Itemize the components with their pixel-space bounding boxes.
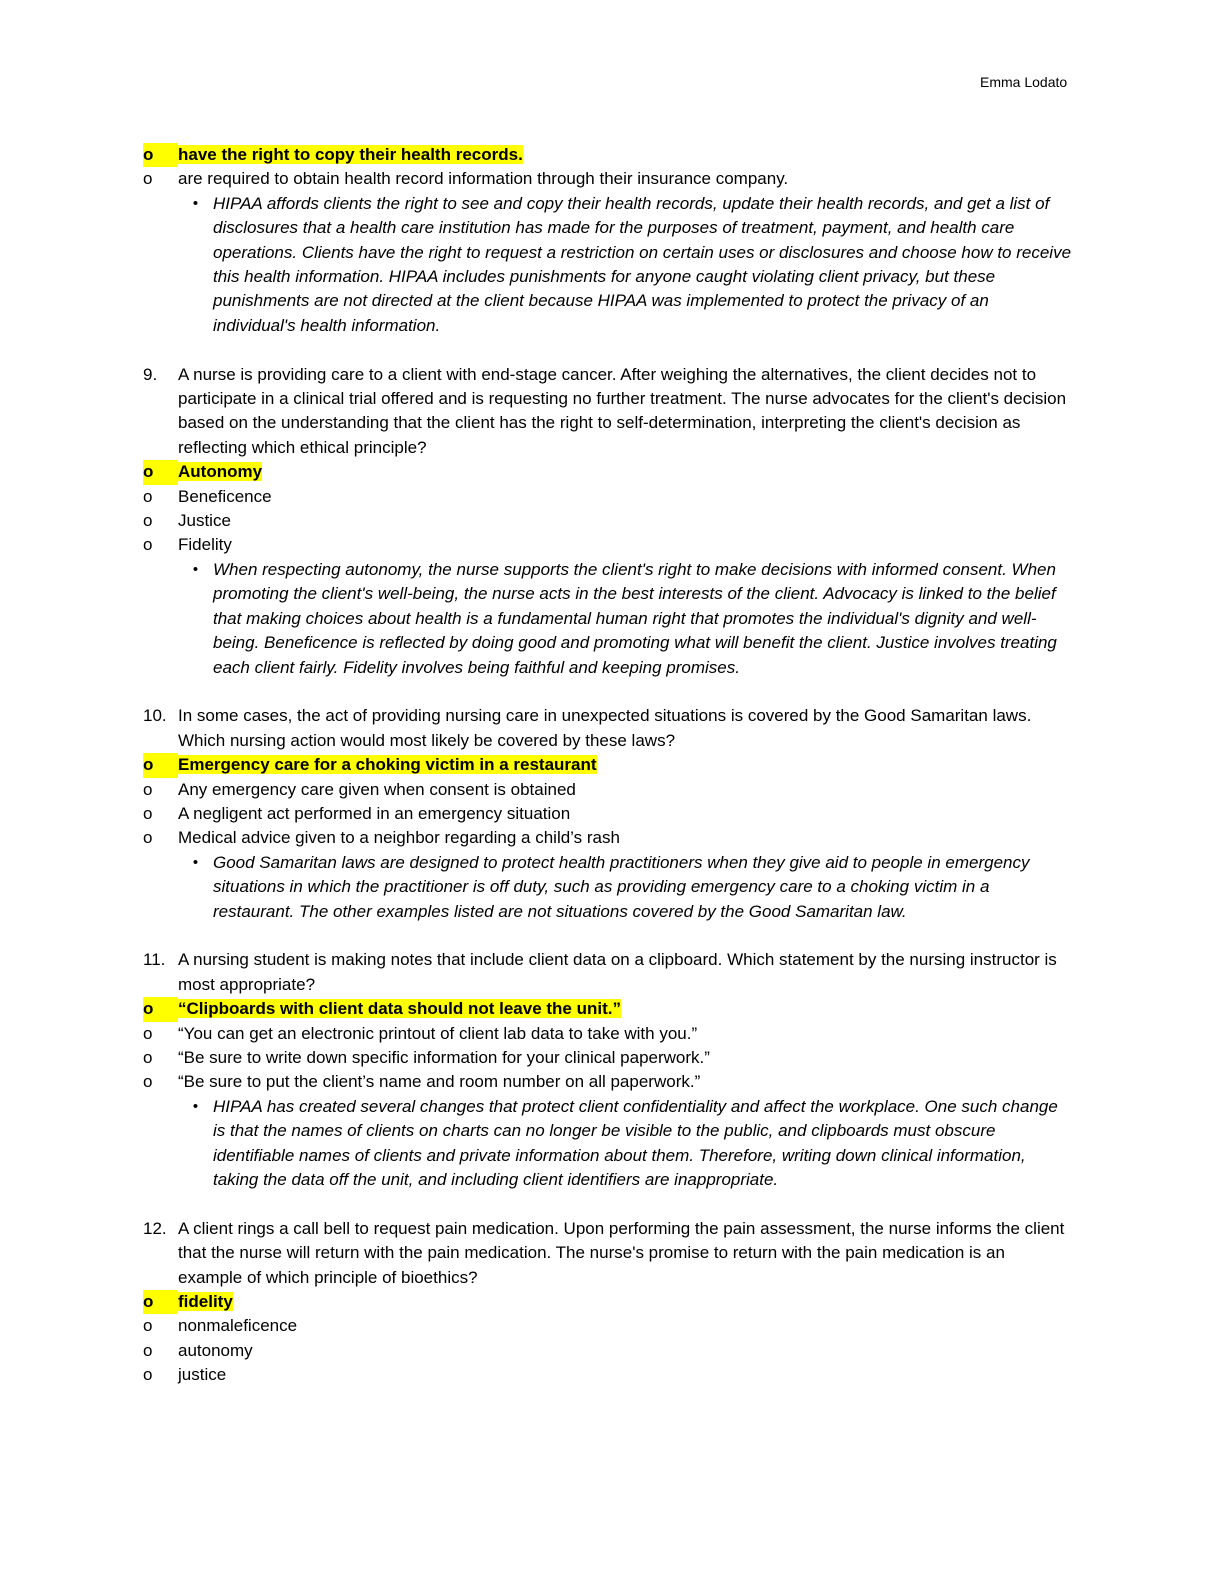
rationale-text: Good Samaritan laws are designed to protect health practitioners when they give aid to people in emergency situations in which the practitioner is off duty, such as providing emergency care to a choking victim in a restaurant. The other examples listed are not situations covered by the Good Samaritan law. bbox=[213, 852, 1030, 921]
question-text: In some cases, the act of providing nursing care in unexpected situations is covered by the Good Samaritan laws. Which nursing action would most likely be covered by these laws? bbox=[178, 706, 1032, 750]
option bbox=[143, 1314, 1073, 1338]
option-marker: o bbox=[143, 803, 153, 823]
option-text: fidelity bbox=[178, 1292, 233, 1312]
option bbox=[143, 802, 1073, 826]
page-header-author: Emma Lodato bbox=[980, 74, 1068, 90]
rationale bbox=[143, 192, 1073, 338]
option-marker: o bbox=[143, 1072, 153, 1092]
option-marker: o bbox=[143, 511, 153, 531]
option bbox=[143, 1022, 1073, 1046]
option-correct bbox=[143, 753, 1073, 777]
question-stem bbox=[143, 363, 1073, 461]
option-text: “Clipboards with client data should not leave the unit.” bbox=[178, 999, 621, 1019]
option bbox=[143, 1070, 1073, 1094]
question-stem bbox=[143, 1217, 1073, 1290]
option-text: Fidelity bbox=[178, 535, 232, 555]
question-number: 12. bbox=[143, 1218, 167, 1238]
option-correct bbox=[143, 997, 1073, 1021]
option-text: “Be sure to put the client’s name and room number on all paperwork.” bbox=[178, 1072, 701, 1092]
option-text: “Be sure to write down specific information for your clinical paperwork.” bbox=[178, 1047, 710, 1067]
bullet-icon: • bbox=[192, 853, 199, 871]
option bbox=[143, 509, 1073, 533]
bullet-icon: • bbox=[192, 560, 199, 578]
option-text: Medical advice given to a neighbor regarding a child’s rash bbox=[178, 828, 620, 848]
option-marker: o bbox=[143, 1365, 153, 1385]
option-marker: o bbox=[143, 460, 178, 484]
option-marker: o bbox=[143, 1023, 153, 1043]
bullet-icon: • bbox=[192, 194, 199, 212]
option bbox=[143, 1046, 1073, 1070]
rationale-text: HIPAA affords clients the right to see and copy their health records, update their health records, and get a list of disclosures that a health care institution has made for the purposes of treatment, payment, and health care operations. Clients have the right to request a restriction on certain uses or disclosures and choose how to receive this health information. HIPAA includes punishments for anyone caught violating client privacy, but these punishments are not directed at the client because HIPAA was implemented to protect the privacy of an individual's health information. bbox=[213, 193, 1072, 335]
option-text: Justice bbox=[178, 511, 231, 531]
rationale bbox=[143, 851, 1073, 924]
question-number: 11. bbox=[143, 950, 166, 970]
question-8-continuation bbox=[143, 143, 1073, 338]
question-number: 10. bbox=[143, 706, 167, 726]
option-text: Any emergency care given when consent is obtained bbox=[178, 779, 576, 799]
option-correct bbox=[143, 460, 1073, 484]
option-text: Beneficence bbox=[178, 486, 272, 506]
question-9 bbox=[143, 363, 1073, 680]
option-text: “You can get an electronic printout of client lab data to take with you.” bbox=[178, 1023, 698, 1043]
option-marker: o bbox=[143, 169, 153, 189]
option bbox=[143, 167, 1073, 191]
option-marker: o bbox=[143, 486, 153, 506]
rationale bbox=[143, 558, 1073, 680]
option-marker: o bbox=[143, 535, 153, 555]
option-marker: o bbox=[143, 143, 178, 167]
option-marker: o bbox=[143, 828, 153, 848]
option-marker: o bbox=[143, 1047, 153, 1067]
rationale-text: When respecting autonomy, the nurse supports the client's right to make decisions with informed consent. When promoting the client's well-being, the nurse acts in the best interests of the client. Advocacy is linked to the belief that making choices about health is a fundamental human right that promotes the individual's dignity and well-being. Beneficence is reflected by doing good and promoting what will benefit the client. Justice involves treating each client fairly. Fidelity involves being faithful and keeping promises. bbox=[213, 559, 1057, 677]
option-text: A negligent act performed in an emergency situation bbox=[178, 803, 571, 823]
option-marker: o bbox=[143, 779, 153, 799]
option-marker: o bbox=[143, 1340, 153, 1360]
question-text: A nursing student is making notes that include client data on a clipboard. Which statement by the nursing instructor is most appropriate? bbox=[178, 950, 1057, 994]
option-text: are required to obtain health record information through their insurance company. bbox=[178, 169, 789, 189]
question-10 bbox=[143, 704, 1073, 924]
bullet-icon: • bbox=[192, 1097, 199, 1115]
option bbox=[143, 826, 1073, 850]
question-text: A nurse is providing care to a client with end-stage cancer. After weighing the alternatives, the client decides not to participate in a clinical trial offered and is requesting no further treatment. The nurse advocates for the client's decision based on the understanding that the client has the right to self-determination, interpreting the client's decision as reflecting which ethical principle? bbox=[178, 364, 1067, 457]
question-stem bbox=[143, 948, 1073, 997]
option-text: Autonomy bbox=[178, 462, 263, 482]
option-marker: o bbox=[143, 1290, 178, 1314]
option-text: nonmaleficence bbox=[178, 1316, 298, 1336]
question-text: A client rings a call bell to request pain medication. Upon performing the pain assessment, the nurse informs the client that the nurse will return with the pain medication. The nurse's promise to return with the pain medication is an example of which principle of bioethics? bbox=[178, 1218, 1065, 1287]
rationale-text: HIPAA has created several changes that protect client confidentiality and affect the workplace. One such change is that the names of clients on charts can no longer be visible to the public, and clipboards must obscure identifiable names of clients and private information about them. Therefore, writing down clinical information, taking the data off the unit, and including client identifiers are inappropriate. bbox=[213, 1096, 1058, 1190]
option bbox=[143, 1339, 1073, 1363]
question-number: 9. bbox=[143, 364, 158, 384]
option-text: have the right to copy their health records. bbox=[178, 145, 523, 164]
option-marker: o bbox=[143, 1316, 153, 1336]
option-marker: o bbox=[143, 997, 178, 1021]
question-11 bbox=[143, 948, 1073, 1192]
option bbox=[143, 778, 1073, 802]
question-stem bbox=[143, 704, 1073, 753]
option bbox=[143, 485, 1073, 509]
question-12 bbox=[143, 1217, 1073, 1388]
option-correct bbox=[143, 143, 1073, 167]
rationale bbox=[143, 1095, 1073, 1193]
option-marker: o bbox=[143, 753, 178, 777]
option-text: Emergency care for a choking victim in a restaurant bbox=[178, 755, 597, 775]
option bbox=[143, 533, 1073, 557]
option-text: autonomy bbox=[178, 1340, 253, 1360]
document-body bbox=[143, 143, 1073, 1388]
option-text: justice bbox=[178, 1365, 227, 1385]
option bbox=[143, 1363, 1073, 1387]
option-correct bbox=[143, 1290, 1073, 1314]
